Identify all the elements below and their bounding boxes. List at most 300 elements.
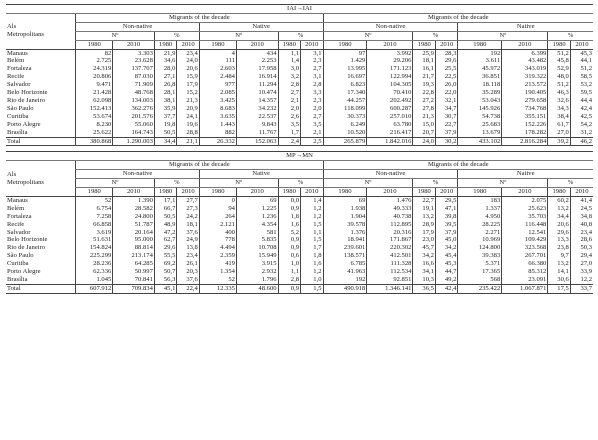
count-header: Nº: [458, 31, 548, 40]
non-native-header: Non-native: [76, 22, 200, 31]
year-header: 1980: [278, 188, 300, 197]
table-cell: 3.635: [199, 113, 236, 121]
table-cell: 15,2: [177, 89, 199, 97]
table-cell: 34,1: [413, 268, 435, 276]
table-row: [6, 49, 593, 57]
table-cell: 19,3: [413, 81, 435, 89]
year-header: 2010: [570, 188, 593, 197]
total-cell: 709.834: [113, 284, 155, 293]
table-cell: 30.373: [323, 113, 367, 121]
table-cell: 0,6: [278, 252, 300, 260]
table-cell: 216.417: [367, 129, 413, 137]
migrants-header: Migrants of the decade: [323, 161, 593, 170]
table-cell: 19,6: [177, 121, 199, 129]
table-cell: 52,9: [548, 65, 570, 73]
total-cell: 39,2: [548, 137, 570, 146]
year-header: 2010: [367, 40, 413, 49]
table-cell: 2,6: [278, 113, 300, 121]
row-label: Porto Alegre: [7, 268, 41, 276]
year-header: 2010: [367, 188, 413, 197]
table-cell: 43.482: [502, 57, 548, 65]
table-cell: 1.354: [199, 268, 236, 276]
table-cell: 104.305: [367, 81, 413, 89]
count-header: Nº: [199, 179, 278, 188]
table-cell: 55,5: [154, 252, 176, 260]
year-header: 1980: [413, 40, 435, 49]
table-cell: 29,6: [435, 57, 457, 65]
row-label-line1: Als: [7, 23, 17, 31]
migrants-header: Migrants of the decade: [76, 161, 323, 170]
total-cell: 42,4: [435, 284, 457, 293]
table-cell: 37,7: [154, 113, 176, 121]
table-cell: 55.060: [113, 121, 155, 129]
row-label: São Paulo: [7, 252, 34, 260]
table-cell: 3.425: [199, 97, 236, 105]
table-cell: 21,3: [413, 113, 435, 121]
table-cell: 25.622: [76, 129, 113, 137]
table-cell: 2.085: [199, 89, 236, 97]
table-cell: 13.995: [323, 65, 367, 73]
year-header: 1980: [278, 40, 300, 49]
table-cell: 1,2: [301, 213, 323, 221]
row-label: Curitiba: [7, 260, 29, 268]
total-cell: 433.102: [458, 137, 502, 146]
table-cell: 2,3: [301, 57, 323, 65]
table-cell: 6.754: [76, 205, 113, 213]
total-cell: 1.346.141: [367, 284, 413, 293]
count-header: Nº: [323, 179, 413, 188]
total-cell: 2,4: [278, 137, 300, 146]
table-cell: 192: [323, 276, 367, 284]
table-cell: 3,5: [301, 121, 323, 129]
table-cell: 27,8: [413, 105, 435, 113]
table-cell: 17.340: [323, 89, 367, 97]
table-cell: 42,4: [570, 105, 593, 113]
table-cell: 2.725: [76, 57, 113, 65]
header-row-migrants: [6, 13, 593, 22]
table-cell: 51.787: [113, 221, 155, 229]
native-header: Native: [458, 170, 593, 179]
table-cell: 39,5: [435, 221, 457, 229]
table-cell: 264: [199, 213, 236, 221]
table-cell: 52: [199, 276, 236, 284]
table-cell: 44,1: [570, 57, 593, 65]
header-row-years: [6, 188, 593, 197]
table-cell: 32,1: [435, 97, 457, 105]
total-cell: 1.290.003: [113, 137, 155, 146]
table-cell: 23,0: [413, 236, 435, 244]
table-cell: 1,6: [301, 260, 323, 268]
table-cell: 164.743: [113, 129, 155, 137]
total-cell: 2.816.284: [502, 137, 548, 146]
table-cell: 400: [199, 229, 236, 237]
table-cell: 6.399: [502, 49, 548, 57]
total-cell: 1.067.871: [502, 284, 548, 293]
table-cell: 42,5: [570, 113, 593, 121]
table-cell: 1,8: [278, 213, 300, 221]
table-cell: 2,7: [301, 113, 323, 121]
table-cell: 66.858: [76, 221, 113, 229]
table-cell: 28,3: [435, 49, 457, 57]
table-cell: 23,4: [177, 49, 199, 57]
table-cell: 17.365: [458, 268, 502, 276]
table-title: IAI→IAI: [6, 5, 593, 14]
table-cell: 13,2: [548, 205, 570, 213]
table-cell: 3.915: [236, 260, 278, 268]
table-cell: 63.780: [367, 121, 413, 129]
table-cell: 51,2: [548, 81, 570, 89]
year-header: 2010: [435, 188, 457, 197]
table-cell: 2.484: [199, 73, 236, 81]
table-cell: 1,2: [301, 268, 323, 276]
total-cell: 22,4: [177, 284, 199, 293]
table-cell: 41,4: [570, 196, 593, 204]
table-cell: 2,8: [301, 81, 323, 89]
table-cell: 38,1: [154, 97, 176, 105]
table-cell: 202.492: [367, 97, 413, 105]
table-cell: 13.679: [458, 129, 502, 137]
table-cell: 319.322: [502, 73, 548, 81]
table-cell: 213.572: [502, 81, 548, 89]
table-cell: 111: [199, 57, 236, 65]
table-cell: 32,6: [548, 97, 570, 105]
row-label: Rio de Janeiro: [7, 244, 46, 252]
table-cell: 45.972: [458, 65, 502, 73]
table-cell: 2.121: [199, 221, 236, 229]
document: [6, 4, 593, 294]
table-cell: 112.895: [367, 221, 413, 229]
table-row: [6, 113, 593, 121]
table-cell: 40,8: [570, 221, 593, 229]
table-cell: 60,2: [548, 196, 570, 204]
table-row: [6, 252, 593, 260]
native-header: Native: [199, 170, 323, 179]
table-cell: 23,4: [570, 229, 593, 237]
table-cell: 13,8: [177, 244, 199, 252]
table-cell: 35,9: [154, 105, 176, 113]
table-cell: 109.429: [502, 236, 548, 244]
table-cell: 112.534: [367, 268, 413, 276]
row-label: Belém: [7, 204, 25, 212]
row-label: Belém: [7, 57, 25, 65]
table-cell: 2.271: [458, 229, 502, 237]
year-header: 1980: [154, 188, 176, 197]
table-cell: 3.619: [76, 229, 113, 237]
table-cell: 145.926: [458, 105, 502, 113]
table-cell: 152.413: [76, 105, 113, 113]
percent-header: %: [278, 31, 323, 40]
table-cell: 16.697: [323, 73, 367, 81]
table-cell: 7.258: [76, 213, 113, 221]
table-cell: 9,7: [548, 252, 570, 260]
table-cell: 20,3: [177, 268, 199, 276]
row-label: Porto Alegre: [7, 120, 41, 128]
table-cell: 882: [199, 129, 236, 137]
table-cell: 178.282: [502, 129, 548, 137]
table-cell: 24,1: [177, 113, 199, 121]
table-cell: 16.914: [236, 73, 278, 81]
table-cell: 24,5: [570, 205, 593, 213]
table-cell: 45,4: [435, 252, 457, 260]
table-cell: 4: [199, 49, 236, 57]
table-cell: 45,0: [435, 236, 457, 244]
year-header: 1980: [548, 188, 570, 197]
table-cell: 24.800: [113, 213, 155, 221]
total-label: Total: [6, 137, 76, 146]
table-cell: 412.501: [367, 252, 413, 260]
table-cell: 568: [458, 276, 502, 284]
table-cell: 1,0: [301, 276, 323, 284]
table-cell: 2.075: [502, 196, 548, 204]
total-cell: 34,4: [154, 137, 176, 146]
table-cell: 34,2: [435, 244, 457, 252]
table-cell: 28,9: [413, 221, 435, 229]
table-cell: 343.019: [502, 65, 548, 73]
count-header: Nº: [323, 31, 413, 40]
non-native-header: Non-native: [323, 22, 458, 31]
table-cell: 279.658: [502, 97, 548, 105]
table-cell: 50,3: [570, 244, 593, 252]
table-row: [6, 213, 593, 221]
table-cell: 26,0: [435, 81, 457, 89]
table-cell: 15.949: [236, 252, 278, 260]
table-cell: 9.471: [76, 81, 113, 89]
table-cell: 225.299: [76, 252, 113, 260]
table-cell: 45,3: [570, 49, 593, 57]
table-cell: 39.578: [323, 221, 367, 229]
table-cell: 1.938: [323, 205, 367, 213]
table-cell: 28,0: [154, 65, 176, 73]
table-cell: 50,5: [154, 129, 176, 137]
total-label: Total: [6, 284, 76, 293]
table-cell: 27,3: [177, 205, 199, 213]
table-cell: 2.932: [236, 268, 278, 276]
table-row: [6, 129, 593, 137]
non-native-header: Non-native: [76, 170, 200, 179]
table-cell: 54.738: [458, 113, 502, 121]
table-cell: 171.123: [367, 65, 413, 73]
table-cell: 2,0: [278, 105, 300, 113]
table-cell: 4.494: [199, 244, 236, 252]
table-cell: 28,8: [177, 129, 199, 137]
table-cell: 116.448: [502, 221, 548, 229]
table-cell: 2,3: [301, 97, 323, 105]
table-cell: 122.994: [367, 73, 413, 81]
row-label-line2: Metropolitans: [7, 178, 44, 186]
row-label-line2: Metropolitans: [7, 31, 44, 39]
table-cell: 734.768: [502, 105, 548, 113]
percent-header: %: [548, 179, 593, 188]
table-cell: 12,2: [570, 276, 593, 284]
table-cell: 36.851: [458, 73, 502, 81]
total-cell: 235.422: [458, 284, 502, 293]
table-cell: 18,1: [177, 221, 199, 229]
table-cell: 2.359: [199, 252, 236, 260]
table-cell: 20,6: [177, 65, 199, 73]
table-cell: 1.476: [367, 196, 413, 204]
table-cell: 2.253: [236, 57, 278, 65]
table-cell: 71.909: [113, 81, 155, 89]
table-row: [6, 205, 593, 213]
year-header: 1980: [199, 188, 236, 197]
table-cell: 1,0: [278, 260, 300, 268]
year-header: 1980: [323, 188, 367, 197]
table-cell: 27,7: [177, 196, 199, 204]
table-cell: 323.568: [502, 244, 548, 252]
table-cell: 977: [199, 81, 236, 89]
table-cell: 62.336: [76, 268, 113, 276]
table-cell: 154.824: [76, 244, 113, 252]
table-cell: 23,8: [548, 244, 570, 252]
year-header: 2010: [236, 188, 278, 197]
table-cell: 22,7: [435, 121, 457, 129]
table-row: [6, 105, 593, 113]
year-header: 1980: [458, 40, 502, 49]
year-header: 1980: [458, 188, 502, 197]
table-cell: 1,8: [301, 252, 323, 260]
table-cell: 1.225: [236, 205, 278, 213]
table-cell: 49.333: [367, 205, 413, 213]
table-cell: 46,3: [548, 89, 570, 97]
table-cell: 8.230: [76, 121, 113, 129]
table-cell: 201.576: [113, 113, 155, 121]
table-cell: 1,6: [278, 221, 300, 229]
total-cell: 265.879: [323, 137, 367, 146]
table-cell: 22,8: [413, 89, 435, 97]
table-cell: 45,8: [548, 57, 570, 65]
table-cell: 2,1: [301, 129, 323, 137]
row-label: Belo Horizonte: [7, 89, 48, 97]
table-cell: 1,2: [301, 205, 323, 213]
year-header: 1980: [76, 40, 113, 49]
header-row-group: [6, 22, 593, 31]
table-cell: 137.707: [113, 65, 155, 73]
table-cell: 355.151: [502, 113, 548, 121]
table-cell: 118.099: [323, 105, 367, 113]
table-cell: 124.800: [458, 244, 502, 252]
year-header: 1980: [154, 40, 176, 49]
table-cell: 267.701: [502, 252, 548, 260]
total-cell: 152.063: [236, 137, 278, 146]
table-cell: 4.950: [458, 213, 502, 221]
table-row: [6, 196, 593, 204]
table-cell: 15,0: [413, 121, 435, 129]
table-title-row: [6, 5, 593, 14]
table-cell: 1.904: [323, 213, 367, 221]
table-cell: 45,3: [435, 260, 457, 268]
table-cell: 56,3: [154, 276, 176, 284]
table-cell: 26,1: [177, 260, 199, 268]
table-cell: 778: [199, 236, 236, 244]
row-label: Fortaleza: [7, 65, 32, 73]
percent-header: %: [413, 179, 458, 188]
year-header: 1980: [199, 40, 236, 49]
table-row: [6, 65, 593, 73]
table-cell: 581: [236, 229, 278, 237]
table-cell: 34,4: [548, 213, 570, 221]
table-cell: 10,3: [413, 276, 435, 284]
count-header: Nº: [76, 179, 155, 188]
table-cell: 0,0: [278, 196, 300, 204]
table-row: [6, 236, 593, 244]
table-cell: 1,7: [278, 129, 300, 137]
table-cell: 35.289: [458, 89, 502, 97]
year-header: 2010: [435, 40, 457, 49]
table-cell: 18,1: [413, 57, 435, 65]
year-header: 2010: [502, 188, 548, 197]
table-cell: 1,5: [301, 236, 323, 244]
table-cell: 51,2: [548, 49, 570, 57]
total-cell: 45,1: [154, 284, 176, 293]
table-row: [6, 268, 593, 276]
table-cell: 18.941: [323, 236, 367, 244]
row-label: Brasília: [7, 276, 28, 283]
migrants-header: Migrants of the decade: [323, 13, 593, 22]
table-cell: 362.276: [113, 105, 155, 113]
table-cell: 85.312: [502, 268, 548, 276]
table-cell: 29,5: [435, 196, 457, 204]
table-cell: 0,9: [278, 244, 300, 252]
table-cell: 20.316: [367, 229, 413, 237]
table-cell: 600.287: [367, 105, 413, 113]
table-cell: 17,9: [413, 229, 435, 237]
table-cell: 138.571: [323, 252, 367, 260]
table-cell: 20,9: [177, 105, 199, 113]
table-cell: 37,6: [177, 229, 199, 237]
table-cell: 8.683: [199, 105, 236, 113]
table-cell: 16,6: [413, 260, 435, 268]
year-header: 2010: [236, 40, 278, 49]
count-header: Nº: [458, 179, 548, 188]
table-cell: 40.738: [367, 213, 413, 221]
table-cell: 3.992: [367, 49, 413, 57]
header-row-group: [6, 170, 593, 179]
total-cell: 380.868: [76, 137, 113, 146]
table-cell: 5,2: [278, 229, 300, 237]
table-cell: 1.337: [458, 205, 502, 213]
row-label: Belo Horizonte: [7, 236, 48, 244]
table-cell: 1.796: [236, 276, 278, 284]
row-label: Manaus: [7, 196, 28, 204]
table-cell: 134.003: [113, 97, 155, 105]
table-cell: 23.091: [502, 276, 548, 284]
table-cell: 9.843: [236, 121, 278, 129]
table-cell: 10.708: [236, 244, 278, 252]
table-cell: 6.785: [323, 260, 367, 268]
table-cell: 30,7: [435, 113, 457, 121]
table-cell: 419: [199, 260, 236, 268]
table-row: [6, 73, 593, 81]
table-cell: 111.328: [367, 260, 413, 268]
table-cell: 239.601: [323, 244, 367, 252]
table-cell: 17,1: [154, 196, 176, 204]
row-label-header: [6, 13, 76, 49]
table-cell: 18.118: [458, 81, 502, 89]
year-header: 2010: [301, 188, 323, 197]
table-cell: 25.623: [502, 205, 548, 213]
row-label: São Paulo: [7, 104, 34, 112]
table-cell: 2,7: [301, 65, 323, 73]
table-cell: 1,7: [301, 244, 323, 252]
table-cell: 95.000: [113, 236, 155, 244]
table-cell: 10.520: [323, 129, 367, 137]
table-cell: 2,7: [278, 89, 300, 97]
table-cell: 1,4: [301, 196, 323, 204]
table-cell: 47,2: [154, 229, 176, 237]
table-cell: 19,1: [413, 205, 435, 213]
table-cell: 51.631: [76, 236, 113, 244]
total-cell: 48.600: [236, 284, 278, 293]
